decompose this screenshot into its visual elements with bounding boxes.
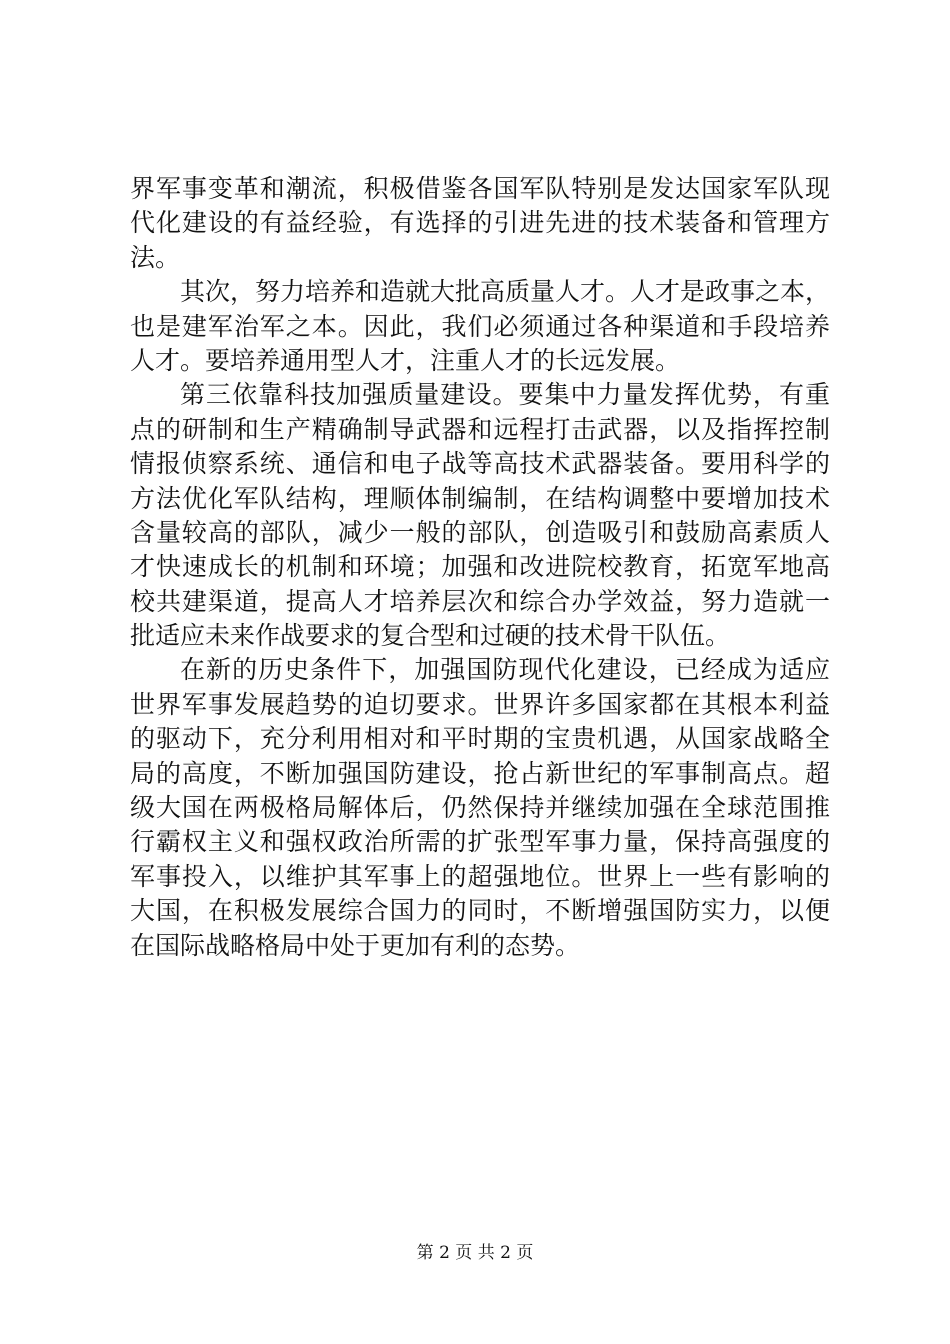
text-line: 局的高度，不断加强国防建设，抢占新世纪的军事制高点。超 [130,758,830,788]
text-line: 在国际战略格局中处于更加有利的态势。 [130,930,581,960]
text-line: 校共建渠道，提高人才培养层次和综合办学效益，努力造就一 [130,586,830,616]
text-line: 界军事变革和潮流，积极借鉴各国军队特别是发达国家军队现 [130,174,830,203]
text-line: 情报侦察系统、通信和电子战等高技术武器装备。要用科学的 [130,449,830,479]
text-line: 点的研制和生产精确制导武器和远程打击武器，以及指挥控制 [130,414,830,444]
text-line: 第三依靠科技加强质量建设。要集中力量发挥优势，有重 [180,380,830,410]
text-line: 批适应未来作战要求的复合型和过硬的技术骨干队伍。 [130,621,731,651]
text-line: 军事投入，以维护其军事上的超强地位。世界上一些有影响的 [130,861,830,891]
text-line: 含量较高的部队，减少一般的部队，创造吸引和鼓励高素质人 [130,517,830,547]
text-line: 方法优化军队结构，理顺体制编制，在结构调整中要增加技术 [130,483,830,513]
text-line: 大国，在积极发展综合国力的同时，不断增强国防实力，以便 [130,896,830,926]
text-line: 代化建设的有益经验，有选择的引进先进的技术装备和管理方 [130,208,830,238]
text-line: 才快速成长的机制和环境；加强和改进院校教育，拓宽军地高 [130,552,830,582]
text-line: 法。 [130,242,181,272]
text-line: 的驱动下，充分利用相对和平时期的宝贵机遇，从国家战略全 [130,724,830,754]
text-line: 级大国在两极格局解体后，仍然保持并继续加强在全球范围推 [130,793,830,823]
text-line: 在新的历史条件下，加强国防现代化建设，已经成为适应 [180,655,830,685]
page-number: 第 2 页 共 2 页 [416,1243,534,1263]
document-body [130,172,830,963]
text-line: 也是建军治军之本。因此，我们必须通过各种渠道和手段培养 [130,311,830,341]
text-line: 行霸权主义和强权政治所需的扩张型军事力量，保持高强度的 [130,827,830,857]
text-line: 世界军事发展趋势的迫切要求。世界许多国家都在其根本利益 [130,689,830,719]
text-line: 其次，努力培养和造就大批高质量人才。人才是政事之本， [180,277,831,307]
text-line: 人才。要培养通用型人才，注重人才的长远发展。 [130,345,681,375]
